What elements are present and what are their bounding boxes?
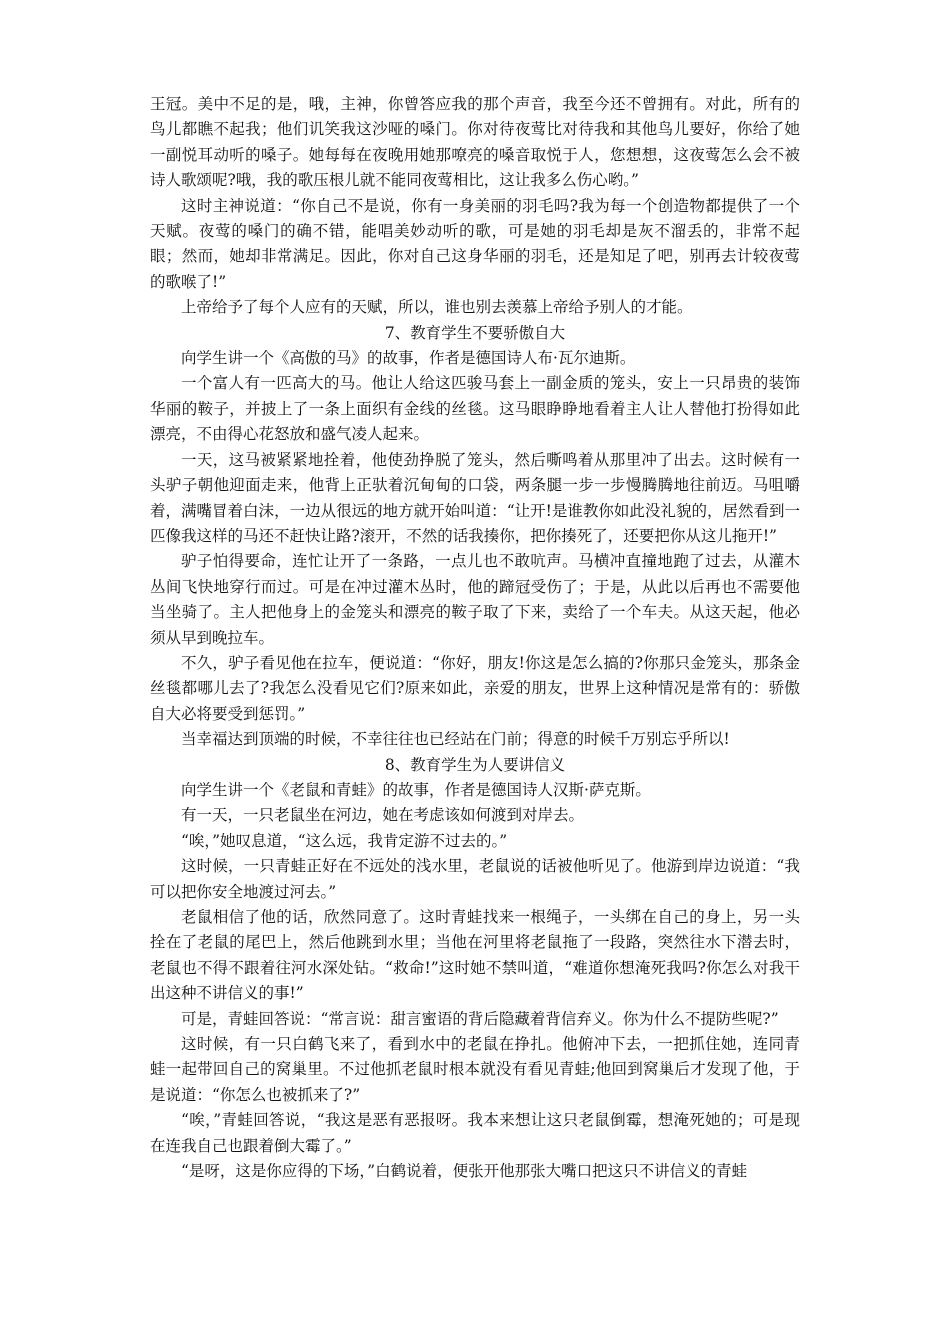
paragraph: 一天，这马被紧紧地拴着，他使劲挣脱了笼头，然后嘶鸣着从那里冲了出去。这时候有一头驴子朝他迎面走来，他背上正驮着沉甸甸的口袋，两条腿一步一步慢腾腾地往前迈。马咀嚼着，满嘴冒着白沫，一边从很远的地方就开始叫道：“让开!是谁教你如此没礼貌的，居然看到一匹像我这样的马还不赶快让路?滚开，不然的话我揍你，把你揍死了，还要把你从这儿拖开!” bbox=[150, 450, 800, 545]
paragraph: 不久，驴子看见他在拉车，便说道：“你好，朋友!你这是怎么搞的?你那只金笼头，那条金丝毯都哪儿去了?我怎么没看见它们?原来如此，亲爱的朋友，世界上这种情况是常有的：骄傲自大必将要受到惩罚。” bbox=[150, 653, 800, 723]
paragraph: 有一天，一只老鼠坐在河边，她在考虑该如何渡到对岸去。 bbox=[181, 806, 585, 825]
paragraph: 可是，青蛙回答说：“常言说：甜言蜜语的背后隐藏着背信弃义。你为什么不提防些呢?” bbox=[181, 1009, 779, 1028]
paragraph: “唉，”她叹息道，“这么远，我肯定游不过去的。” bbox=[181, 831, 508, 850]
paragraph: 一个富人有一匹高大的马。他让人给这匹骏马套上一副金质的笼头，安上一只昂贵的装饰华丽的鞍子，并披上了一条上面织有金线的丝毯。这马眼睁睁地看着主人让人替他打扮得如此漂亮，不由得心花怒放和盛气凌人起来。 bbox=[150, 374, 800, 444]
paragraph: 向学生讲一个《高傲的马》的故事，作者是德国诗人布·瓦尔迪斯。 bbox=[181, 349, 636, 368]
document-page bbox=[150, 92, 800, 1184]
paragraph: 这时候，一只青蛙正好在不远处的浅水里，老鼠说的话被他听见了。他游到岸边说道：“我可以把你安全地渡过河去。” bbox=[150, 857, 800, 901]
paragraph: 这时主神说道：“你自己不是说，你有一身美丽的羽毛吗?我为每一个创造物都提供了一个天赋。夜莺的嗓门的确不错，能唱美妙动听的歌，可是她的羽毛却是灰不溜丢的，非常不起眼；然而，她却非常满足。因此，你对自己这身华丽的羽毛，还是知足了吧，别再去计较夜莺的歌喉了!” bbox=[150, 196, 800, 291]
section-heading: 7、教育学生不要骄傲自大 bbox=[384, 323, 566, 342]
paragraph: 上帝给予了每个人应有的天赋，所以，谁也别去羡慕上帝给予别人的才能。 bbox=[181, 298, 693, 317]
paragraph: 这时候，有一只白鹤飞来了，看到水中的老鼠在挣扎。他俯冲下去，一把抓住她，连同青蛙一起带回自己的窝巢里。不过他抓老鼠时根本就没有看见青蛙;他回到窝巢后才发现了他，于是说道：“你怎么也被抓来了?” bbox=[150, 1035, 800, 1104]
paragraph: 当幸福达到顶端的时候，不幸往往也已经站在门前；得意的时候千万别忘乎所以! bbox=[181, 730, 730, 749]
section-heading: 8、教育学生为人要讲信义 bbox=[384, 755, 566, 774]
paragraph: 老鼠相信了他的话，欣然同意了。这时青蛙找来一根绳子，一头绑在自己的身上，另一头拴在了老鼠的尾巴上，然后他跳到水里；当他在河里将老鼠拖了一段路，突然往水下潜去时，老鼠也不得不跟着往河水深处钻。“救命!”这时她不禁叫道，“难道你想淹死我吗?你怎么对我干出这种不讲信义的事!” bbox=[150, 908, 800, 1003]
paragraph: 向学生讲一个《老鼠和青蛙》的故事，作者是德国诗人汉斯·萨克斯。 bbox=[181, 780, 651, 799]
paragraph: “唉，”青蛙回答说，“我这是恶有恶报呀。我本来想让这只老鼠倒霉，想淹死她的；可是现在连我自己也跟着倒大霉了。” bbox=[150, 1111, 800, 1155]
paragraph: 驴子怕得要命，连忙让开了一条路，一点儿也不敢吭声。马横冲直撞地跑了过去，从灌木丛间飞快地穿行而过。可是在冲过灌木丛时，他的蹄冠受伤了；于是，从此以后再也不需要他当坐骑了。主人把他身上的金笼头和漂亮的鞍子取了下来，卖给了一个车夫。从这天起，他必须从早到晚拉车。 bbox=[150, 552, 800, 647]
paragraph: 王冠。美中不足的是，哦，主神，你曾答应我的那个声音，我至今还不曾拥有。对此，所有的鸟儿都瞧不起我；他们讥笑我这沙哑的嗓门。你对待夜莺比对待我和其他鸟儿要好，你给了她一副悦耳动听的嗓子。她每每在夜晚用她那嘹亮的嗓音取悦于人，您想想，这夜莺怎么会不被诗人歌颂呢?哦，我的歌压根儿就不能同夜莺相比，这让我多么伤心哟。” bbox=[150, 95, 800, 190]
paragraph: “是呀，这是你应得的下场，”白鹤说着，便张开他那张大嘴口把这只不讲信义的青蛙 bbox=[181, 1162, 748, 1181]
